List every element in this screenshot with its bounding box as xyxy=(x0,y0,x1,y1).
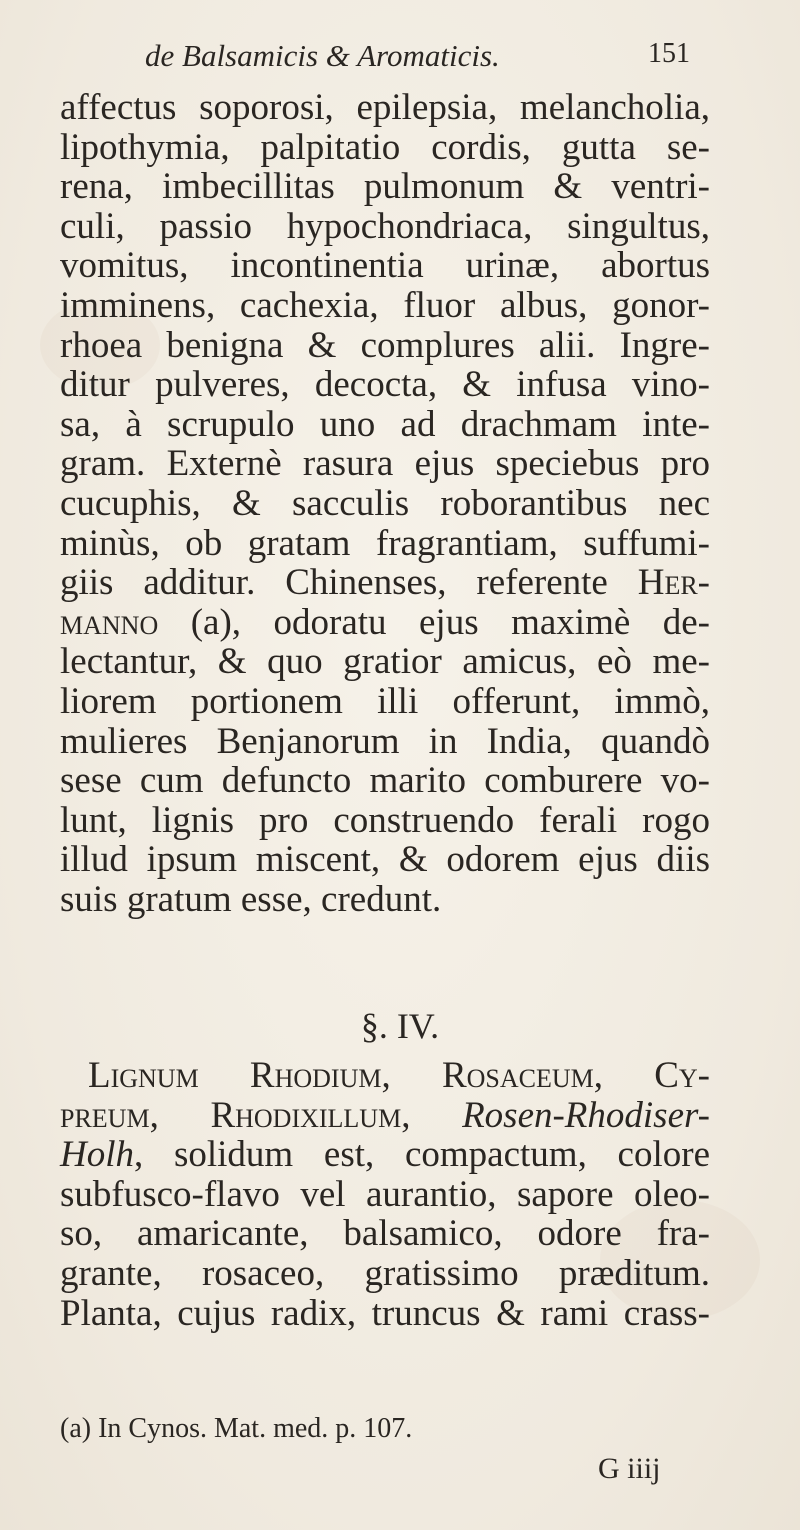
text-line xyxy=(60,1056,710,1096)
page-header xyxy=(145,38,690,90)
text-line: vomitus, incontinentia urinæ, abortus xyxy=(60,245,710,287)
text-segment: giis additur. Chinenses, referente xyxy=(60,562,608,604)
text-line: grante, rosaceo, gratissimo præditum. xyxy=(60,1252,710,1294)
text-segment: (a), odoratu ejus maximè de- xyxy=(190,601,710,643)
text-line: lunt, lignis pro construendo ferali rogo xyxy=(60,799,710,841)
text-line: rhoea benigna & complures alii. Ingre- xyxy=(60,324,710,366)
text-line: illud ipsum miscent, & odorem ejus diis xyxy=(60,839,710,881)
text-line: rena, imbecillitas pulmonum & ventri- xyxy=(60,166,710,208)
text-line: sese cum defuncto marito comburere vo- xyxy=(60,760,710,802)
text-segment: Lignum Rhodium, Rosaceum, Cy- xyxy=(88,1055,710,1096)
text-line: suis gratum esse, credunt. xyxy=(60,878,442,920)
text-line: minùs, ob gratam fragrantiam, suffumi- xyxy=(60,522,710,564)
text-line: gram. Externè rasura ejus speciebus pro xyxy=(60,443,710,485)
text-segment: Holh xyxy=(60,1134,134,1176)
text-line: lectantur, & quo gratior amicus, eò me- xyxy=(60,641,710,683)
text-line xyxy=(60,563,710,603)
main-text xyxy=(60,88,710,919)
text-line: mulieres Benjanorum in India, quandò xyxy=(60,720,710,762)
text-segment: preum, Rhodixillum, xyxy=(60,1094,411,1136)
text-segment: Rosen-Rhodiser- xyxy=(462,1094,710,1136)
author-name: manno xyxy=(60,601,159,643)
text-line: ditur pulveres, decocta, & infusa vino- xyxy=(60,364,710,406)
text-line xyxy=(60,1135,710,1175)
author-name: Her- xyxy=(637,562,710,604)
section-text xyxy=(60,1056,710,1333)
text-line: imminens, cachexia, fluor albus, gonor- xyxy=(60,284,710,326)
running-title: de Balsamicis & Aromaticis. xyxy=(145,38,500,73)
text-line: lipothymia, palpitatio cordis, gutta se- xyxy=(60,126,710,168)
text-line: subfusco-flavo vel aurantio, sapore oleo- xyxy=(60,1173,710,1215)
footnote: (a) In Cynos. Mat. med. p. 107. xyxy=(60,1413,413,1444)
text-line: cucuphis, & sacculis roborantibus nec xyxy=(60,482,710,524)
text-line: culi, passio hypochondriaca, singultus, xyxy=(60,205,710,247)
text-line: so, amaricante, balsamico, odore fra- xyxy=(60,1213,710,1255)
text-line: sa, à scrupulo uno ad drachmam inte- xyxy=(60,403,710,445)
text-line: liorem portionem illi offerunt, immò, xyxy=(60,680,710,722)
section-heading: §. IV. xyxy=(360,1006,440,1046)
text-line xyxy=(60,1096,710,1136)
page-number: 151 xyxy=(648,38,690,69)
text-line: affectus soporosi, epilepsia, melancholia, xyxy=(60,87,710,128)
text-line xyxy=(60,603,710,643)
text-segment: , solidum est, compactum, colore xyxy=(134,1134,710,1176)
signature-mark: G iiij xyxy=(598,1452,661,1485)
text-line: Planta, cujus radix, truncus & rami crass- xyxy=(60,1292,710,1334)
